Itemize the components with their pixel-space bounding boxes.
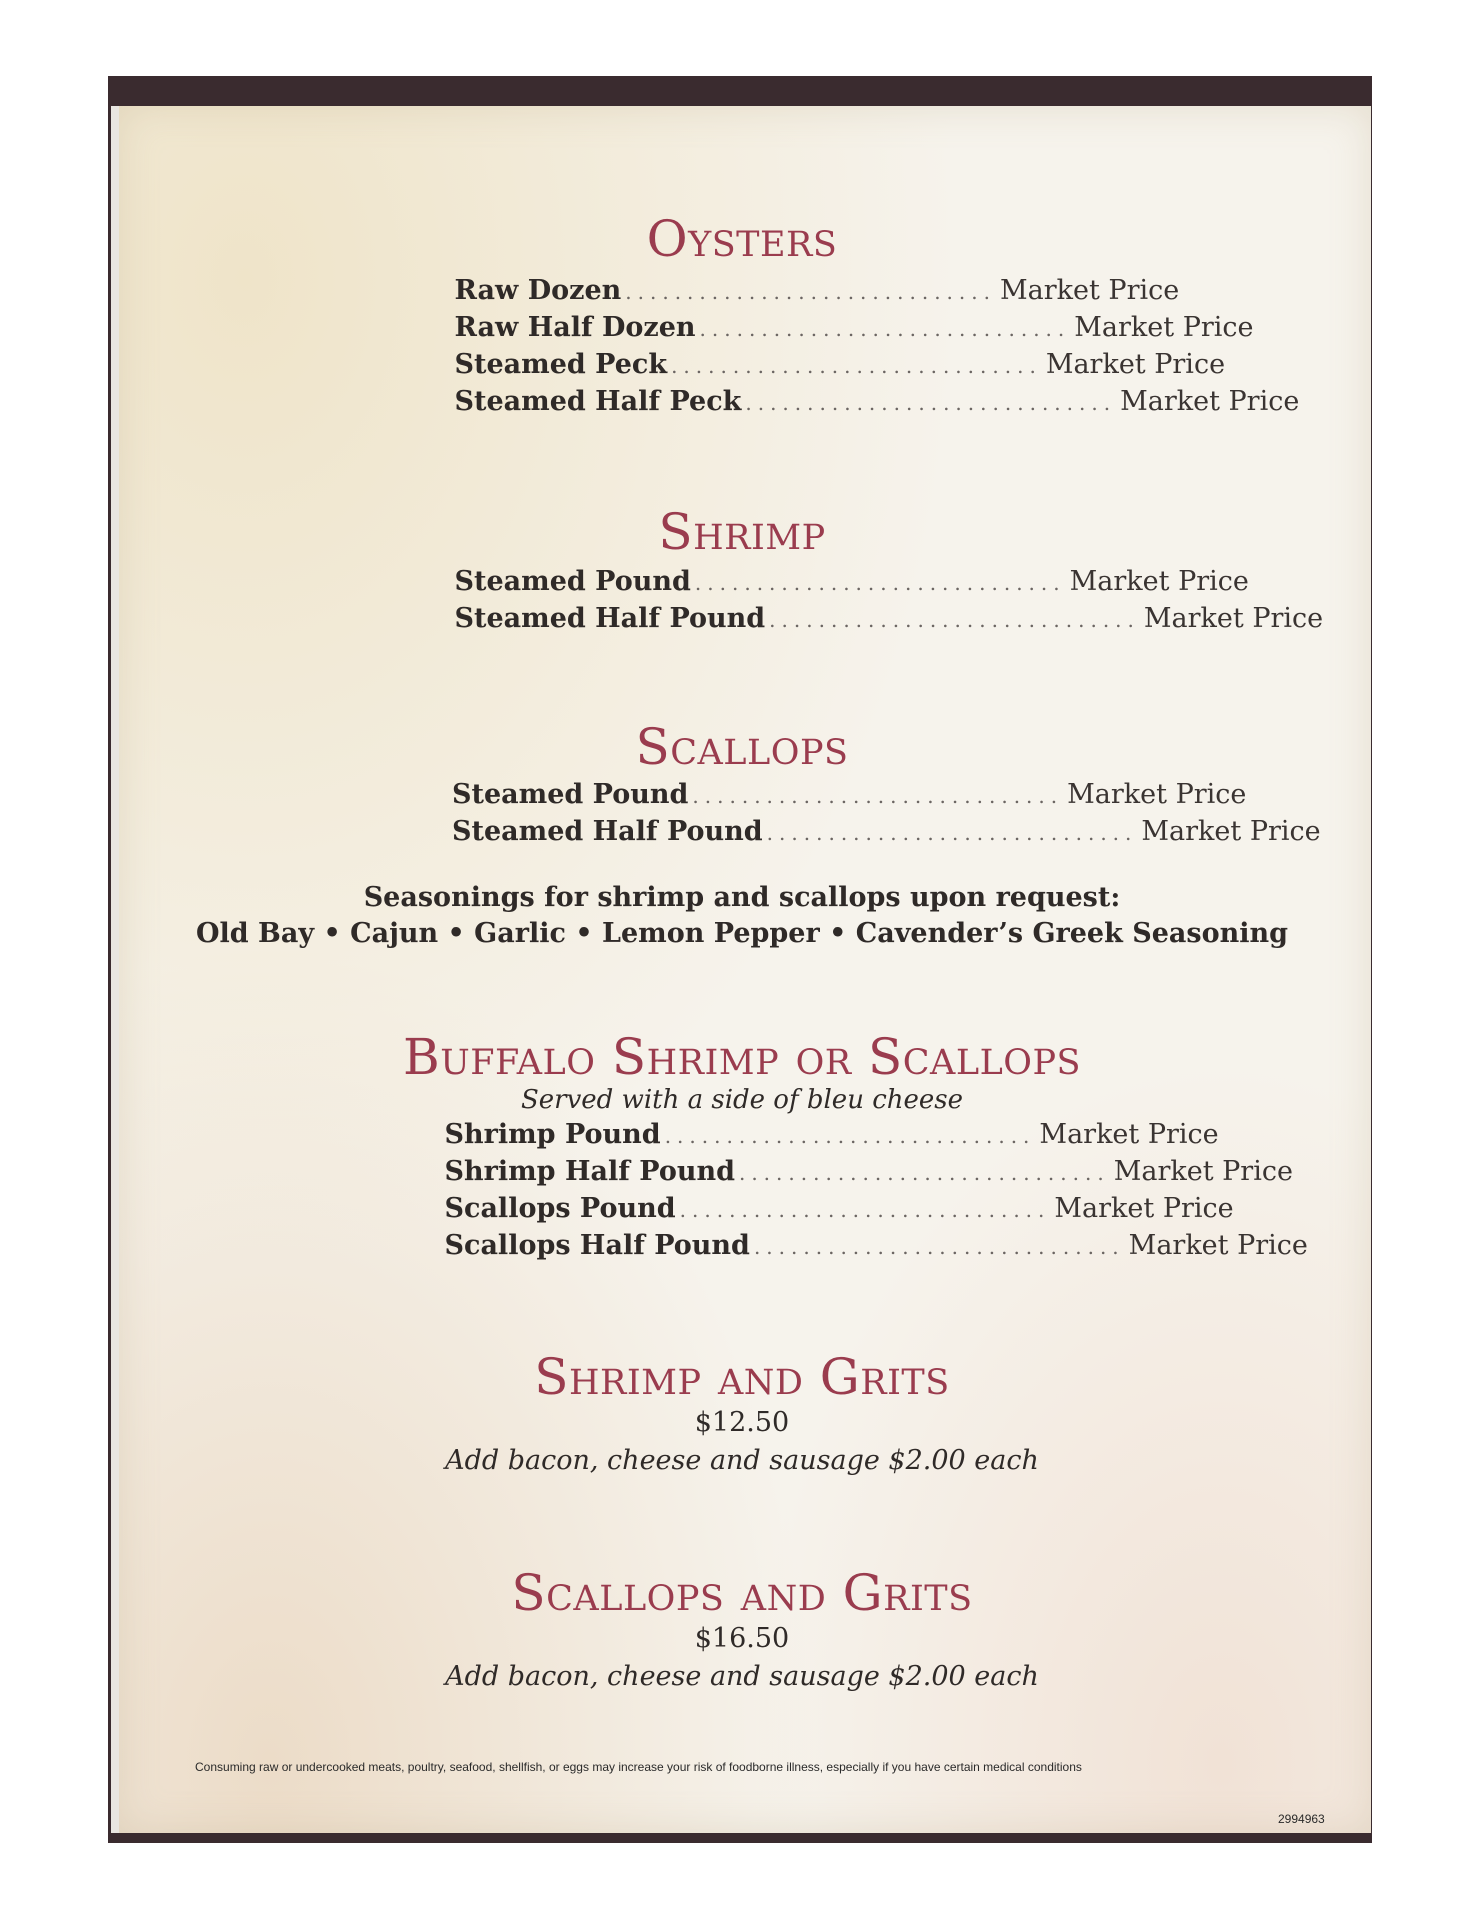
list-item — [444, 1228, 1308, 1265]
document-code: 2994963 — [1278, 1812, 1325, 1826]
leader-dots: .............................. — [692, 784, 1064, 808]
item-name: Steamed Half Pound — [452, 816, 763, 847]
leader-dots: .............................. — [679, 1198, 1051, 1222]
item-price: $12.50 — [694, 1407, 790, 1438]
section-shrimp-grits — [0, 1350, 1484, 1481]
item-name: Steamed Pound — [452, 779, 689, 810]
addon-note: Add bacon, cheese and sausage $2.00 each — [445, 1445, 1039, 1476]
leader-dots: .............................. — [664, 1124, 1036, 1148]
item-list — [454, 273, 1300, 421]
section-shrimp — [0, 505, 1484, 638]
item-name: Steamed Half Pound — [454, 603, 766, 634]
list-item — [444, 1117, 1219, 1154]
section-title: Buffalo Shrimp or Scallops — [402, 1028, 1082, 1086]
section-oysters — [0, 212, 1484, 421]
item-price: Market Price — [1143, 603, 1324, 634]
item-list — [452, 777, 1321, 851]
section-scallops — [0, 720, 1484, 851]
item-price: Market Price — [1054, 1193, 1234, 1224]
item-list — [454, 564, 1324, 638]
item-price: Market Price — [1067, 779, 1247, 810]
leader-dots: .............................. — [738, 1161, 1110, 1185]
list-item — [444, 1154, 1293, 1191]
item-price: Market Price — [1120, 386, 1300, 417]
list-item — [452, 814, 1321, 851]
leader-dots: .............................. — [769, 608, 1140, 632]
section-title: Shrimp — [658, 503, 826, 561]
list-item — [454, 273, 1180, 310]
section-title: Scallops — [635, 718, 849, 776]
item-name: Steamed Pound — [454, 566, 691, 597]
list-item — [454, 347, 1226, 384]
section-seasonings — [0, 880, 1484, 952]
seasonings-title: Seasonings for shrimp and scallops upon request: — [363, 882, 1121, 913]
addon-note: Add bacon, cheese and sausage $2.00 each — [445, 1661, 1039, 1692]
item-name: Scallops Pound — [444, 1193, 676, 1224]
section-title: Scallops and Grits — [511, 1564, 973, 1622]
section-scallops-grits — [0, 1566, 1484, 1697]
item-price: Market Price — [1128, 1230, 1308, 1261]
leader-dots: .............................. — [699, 317, 1071, 341]
seasonings-list: Old Bay • Cajun • Garlic • Lemon Pepper • Cavender’s Greek Seasoning — [196, 918, 1288, 949]
item-price: Market Price — [1074, 312, 1254, 343]
item-name: Steamed Peck — [454, 349, 668, 380]
item-price: $16.50 — [694, 1623, 790, 1654]
list-item — [454, 384, 1300, 421]
section-title: Oysters — [646, 210, 838, 268]
health-disclaimer: Consuming raw or undercooked meats, poultry, seafood, shellfish, or eggs may increase your risk of foodborne illness, especially if you have certain medical conditions — [195, 1760, 1082, 1774]
section-subtitle: Served with a side of bleu cheese — [520, 1085, 964, 1115]
item-name: Steamed Half Peck — [454, 386, 742, 417]
item-name: Raw Half Dozen — [454, 312, 696, 343]
list-item — [452, 777, 1247, 814]
section-title: Shrimp and Grits — [534, 1348, 950, 1406]
list-item — [444, 1191, 1234, 1228]
leader-dots: .............................. — [694, 571, 1066, 595]
item-price: Market Price — [1141, 816, 1321, 847]
item-list — [444, 1117, 1308, 1265]
item-name: Shrimp Half Pound — [444, 1156, 735, 1187]
item-price: Market Price — [1000, 275, 1180, 306]
item-price: Market Price — [1069, 566, 1249, 597]
item-name: Raw Dozen — [454, 275, 622, 306]
leader-dots: .............................. — [671, 354, 1042, 378]
list-item — [454, 601, 1324, 638]
leader-dots: .............................. — [745, 391, 1117, 415]
leader-dots: .............................. — [753, 1235, 1125, 1259]
item-price: Market Price — [1039, 1119, 1219, 1150]
item-name: Scallops Half Pound — [444, 1230, 750, 1261]
list-item — [454, 564, 1249, 601]
item-name: Shrimp Pound — [444, 1119, 661, 1150]
item-price: Market Price — [1113, 1156, 1293, 1187]
leader-dots: .............................. — [625, 280, 996, 304]
list-item — [454, 310, 1254, 347]
item-price: Market Price — [1045, 349, 1226, 380]
section-buffalo — [0, 1030, 1484, 1265]
leader-dots: .............................. — [766, 821, 1138, 845]
